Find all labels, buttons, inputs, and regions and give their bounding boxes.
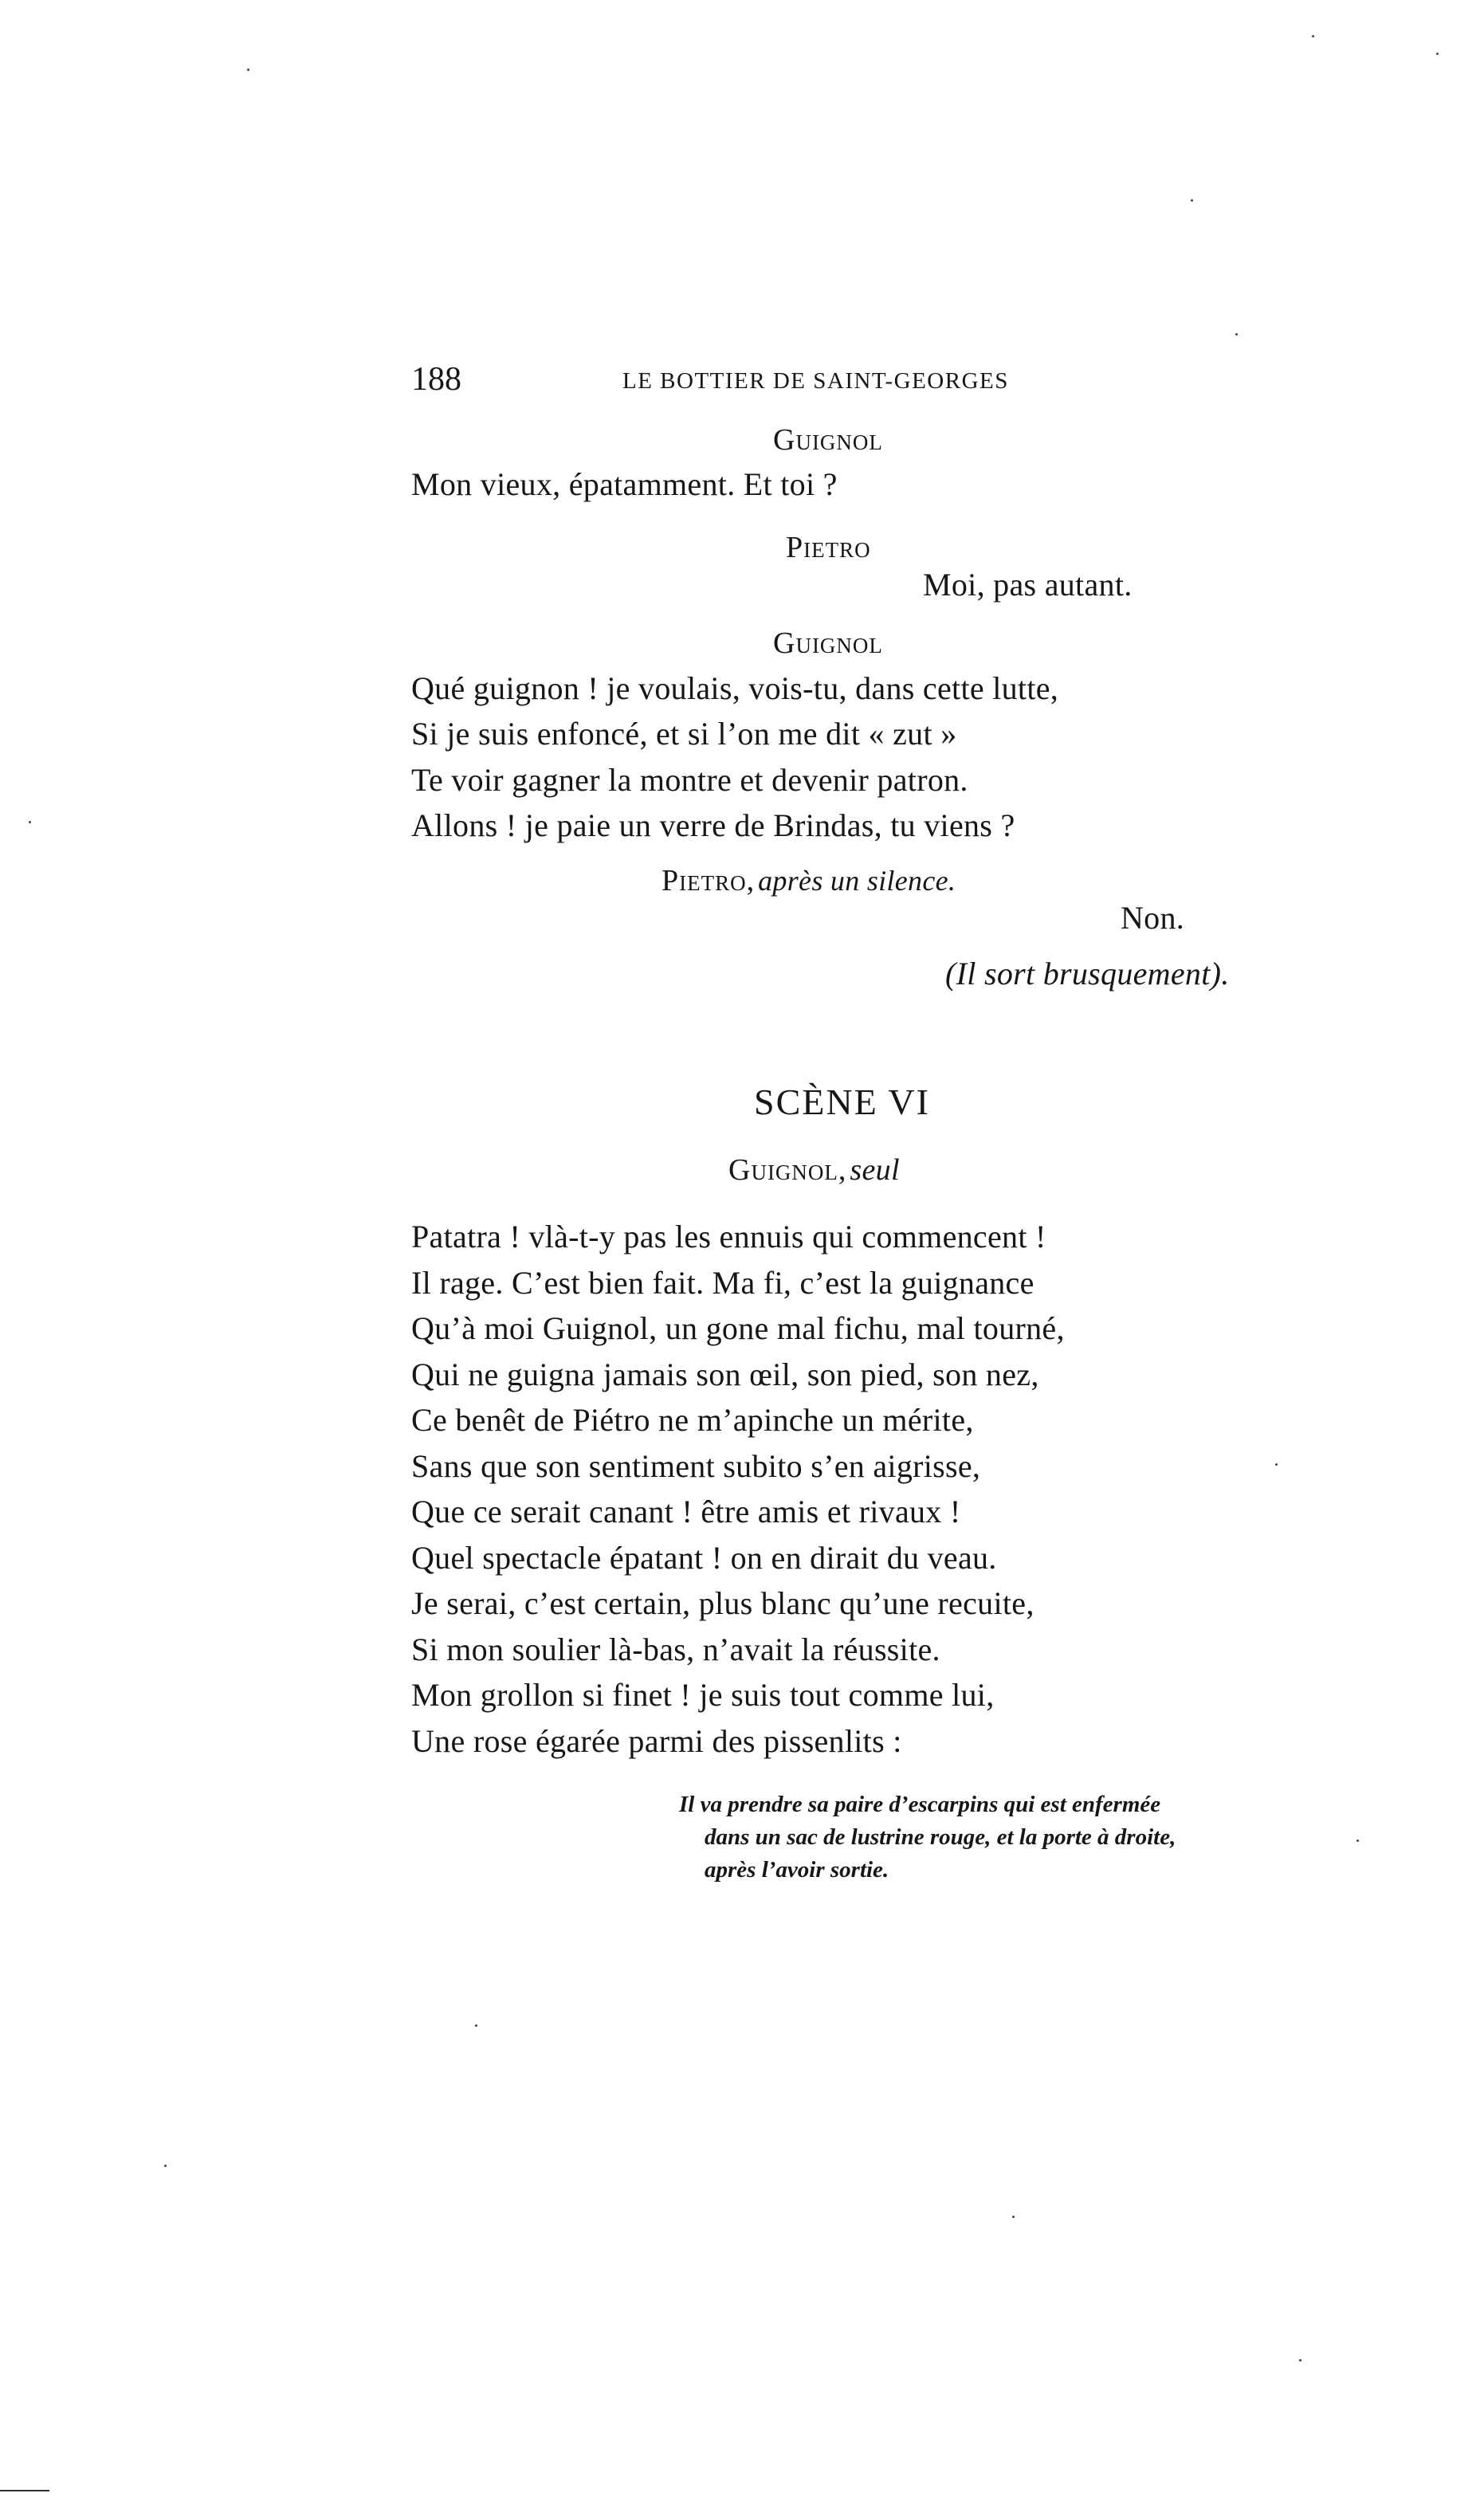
page-number: 188 xyxy=(411,361,461,398)
speaker-direction: après un silence. xyxy=(758,865,956,897)
stage-direction-line: Il va prendre sa paire d’escarpins qui est enfermée xyxy=(679,1792,1161,1817)
speaker-guignol-1: Guignol xyxy=(773,423,883,457)
verse-line: Qu’à moi Guignol, un gone mal fichu, mal tourné, xyxy=(411,1310,1065,1346)
verse-line: Ce benêt de Piétro ne m’apinche un mérite, xyxy=(411,1402,974,1438)
verse-line: Patatra ! vlà-t-y pas les ennuis qui commencent ! xyxy=(411,1219,1046,1254)
scan-speck xyxy=(1012,2216,1015,2218)
verse-line: Je serai, c’est certain, plus blanc qu’une recuite, xyxy=(411,1585,1034,1621)
scan-speck xyxy=(475,2024,477,2027)
stage-direction-line: dans un sac de lustrine rouge, et la porte à droite, xyxy=(705,1824,1176,1850)
scan-speck xyxy=(1275,1463,1278,1466)
scan-edge-rule xyxy=(0,2490,49,2491)
verse-line: Que ce serait canant ! être amis et rivaux ! xyxy=(411,1494,961,1529)
speaker-name: Guignol, xyxy=(728,1153,847,1187)
scan-speck xyxy=(1312,35,1314,37)
stage-direction-line: après l’avoir sortie. xyxy=(705,1857,889,1883)
verse-line: Une rose égarée parmi des pissenlits : xyxy=(411,1723,902,1759)
scan-speck xyxy=(1356,1839,1359,1842)
verse-line: Si je suis enfoncé, et si l’on me dit « zut » xyxy=(411,716,957,752)
verse-line: Qui ne guigna jamais son œil, son pied, son nez, xyxy=(411,1357,1039,1392)
verse-line: Te voir gagner la montre et devenir patron. xyxy=(411,762,968,798)
dialogue-line-pietro-2: Non. xyxy=(1121,900,1185,936)
scan-speck xyxy=(1299,2359,1301,2362)
dialogue-line-pietro-1: Moi, pas autant. xyxy=(923,567,1133,603)
verse-line: Qué guignon ! je voulais, vois-tu, dans cette lutte, xyxy=(411,670,1059,706)
scan-speck xyxy=(1436,53,1439,55)
verse-line: Allons ! je paie un verre de Brindas, tu viens ? xyxy=(411,807,1015,843)
speaker-guignol-2: Guignol xyxy=(773,626,883,660)
exit-direction: (Il sort brusquement). xyxy=(945,956,1230,991)
speaker-pietro-1: Pietro xyxy=(786,531,871,564)
dialogue-line-guignol-1: Mon vieux, épatamment. Et toi ? xyxy=(411,466,838,502)
speaker-guignol-3 xyxy=(728,1152,900,1188)
verse-line: Si mon soulier là-bas, n’avait la réussite. xyxy=(411,1631,940,1667)
speaker-pietro-2 xyxy=(662,863,956,898)
scan-speck xyxy=(1191,199,1193,202)
verse-line: Quel spectacle épatant ! on en dirait du veau. xyxy=(411,1540,997,1576)
speaker-name: Pietro, xyxy=(662,864,756,897)
scan-speck xyxy=(1235,333,1238,336)
scan-speck xyxy=(164,2165,167,2167)
scan-speck xyxy=(29,821,31,823)
speaker-direction: seul xyxy=(850,1153,900,1187)
verse-line: Sans que son sentiment subito s’en aigrisse, xyxy=(411,1448,981,1484)
scene-title: SCÈNE VI xyxy=(754,1082,930,1122)
page-header xyxy=(411,360,1057,408)
verse-line: Il rage. C’est bien fait. Ma fi, c’est la guignance xyxy=(411,1265,1034,1301)
scan-speck xyxy=(247,69,249,71)
running-title: LE BOTTIER DE SAINT-GEORGES xyxy=(622,368,1009,394)
verse-line: Mon grollon si finet ! je suis tout comme lui, xyxy=(411,1677,995,1713)
